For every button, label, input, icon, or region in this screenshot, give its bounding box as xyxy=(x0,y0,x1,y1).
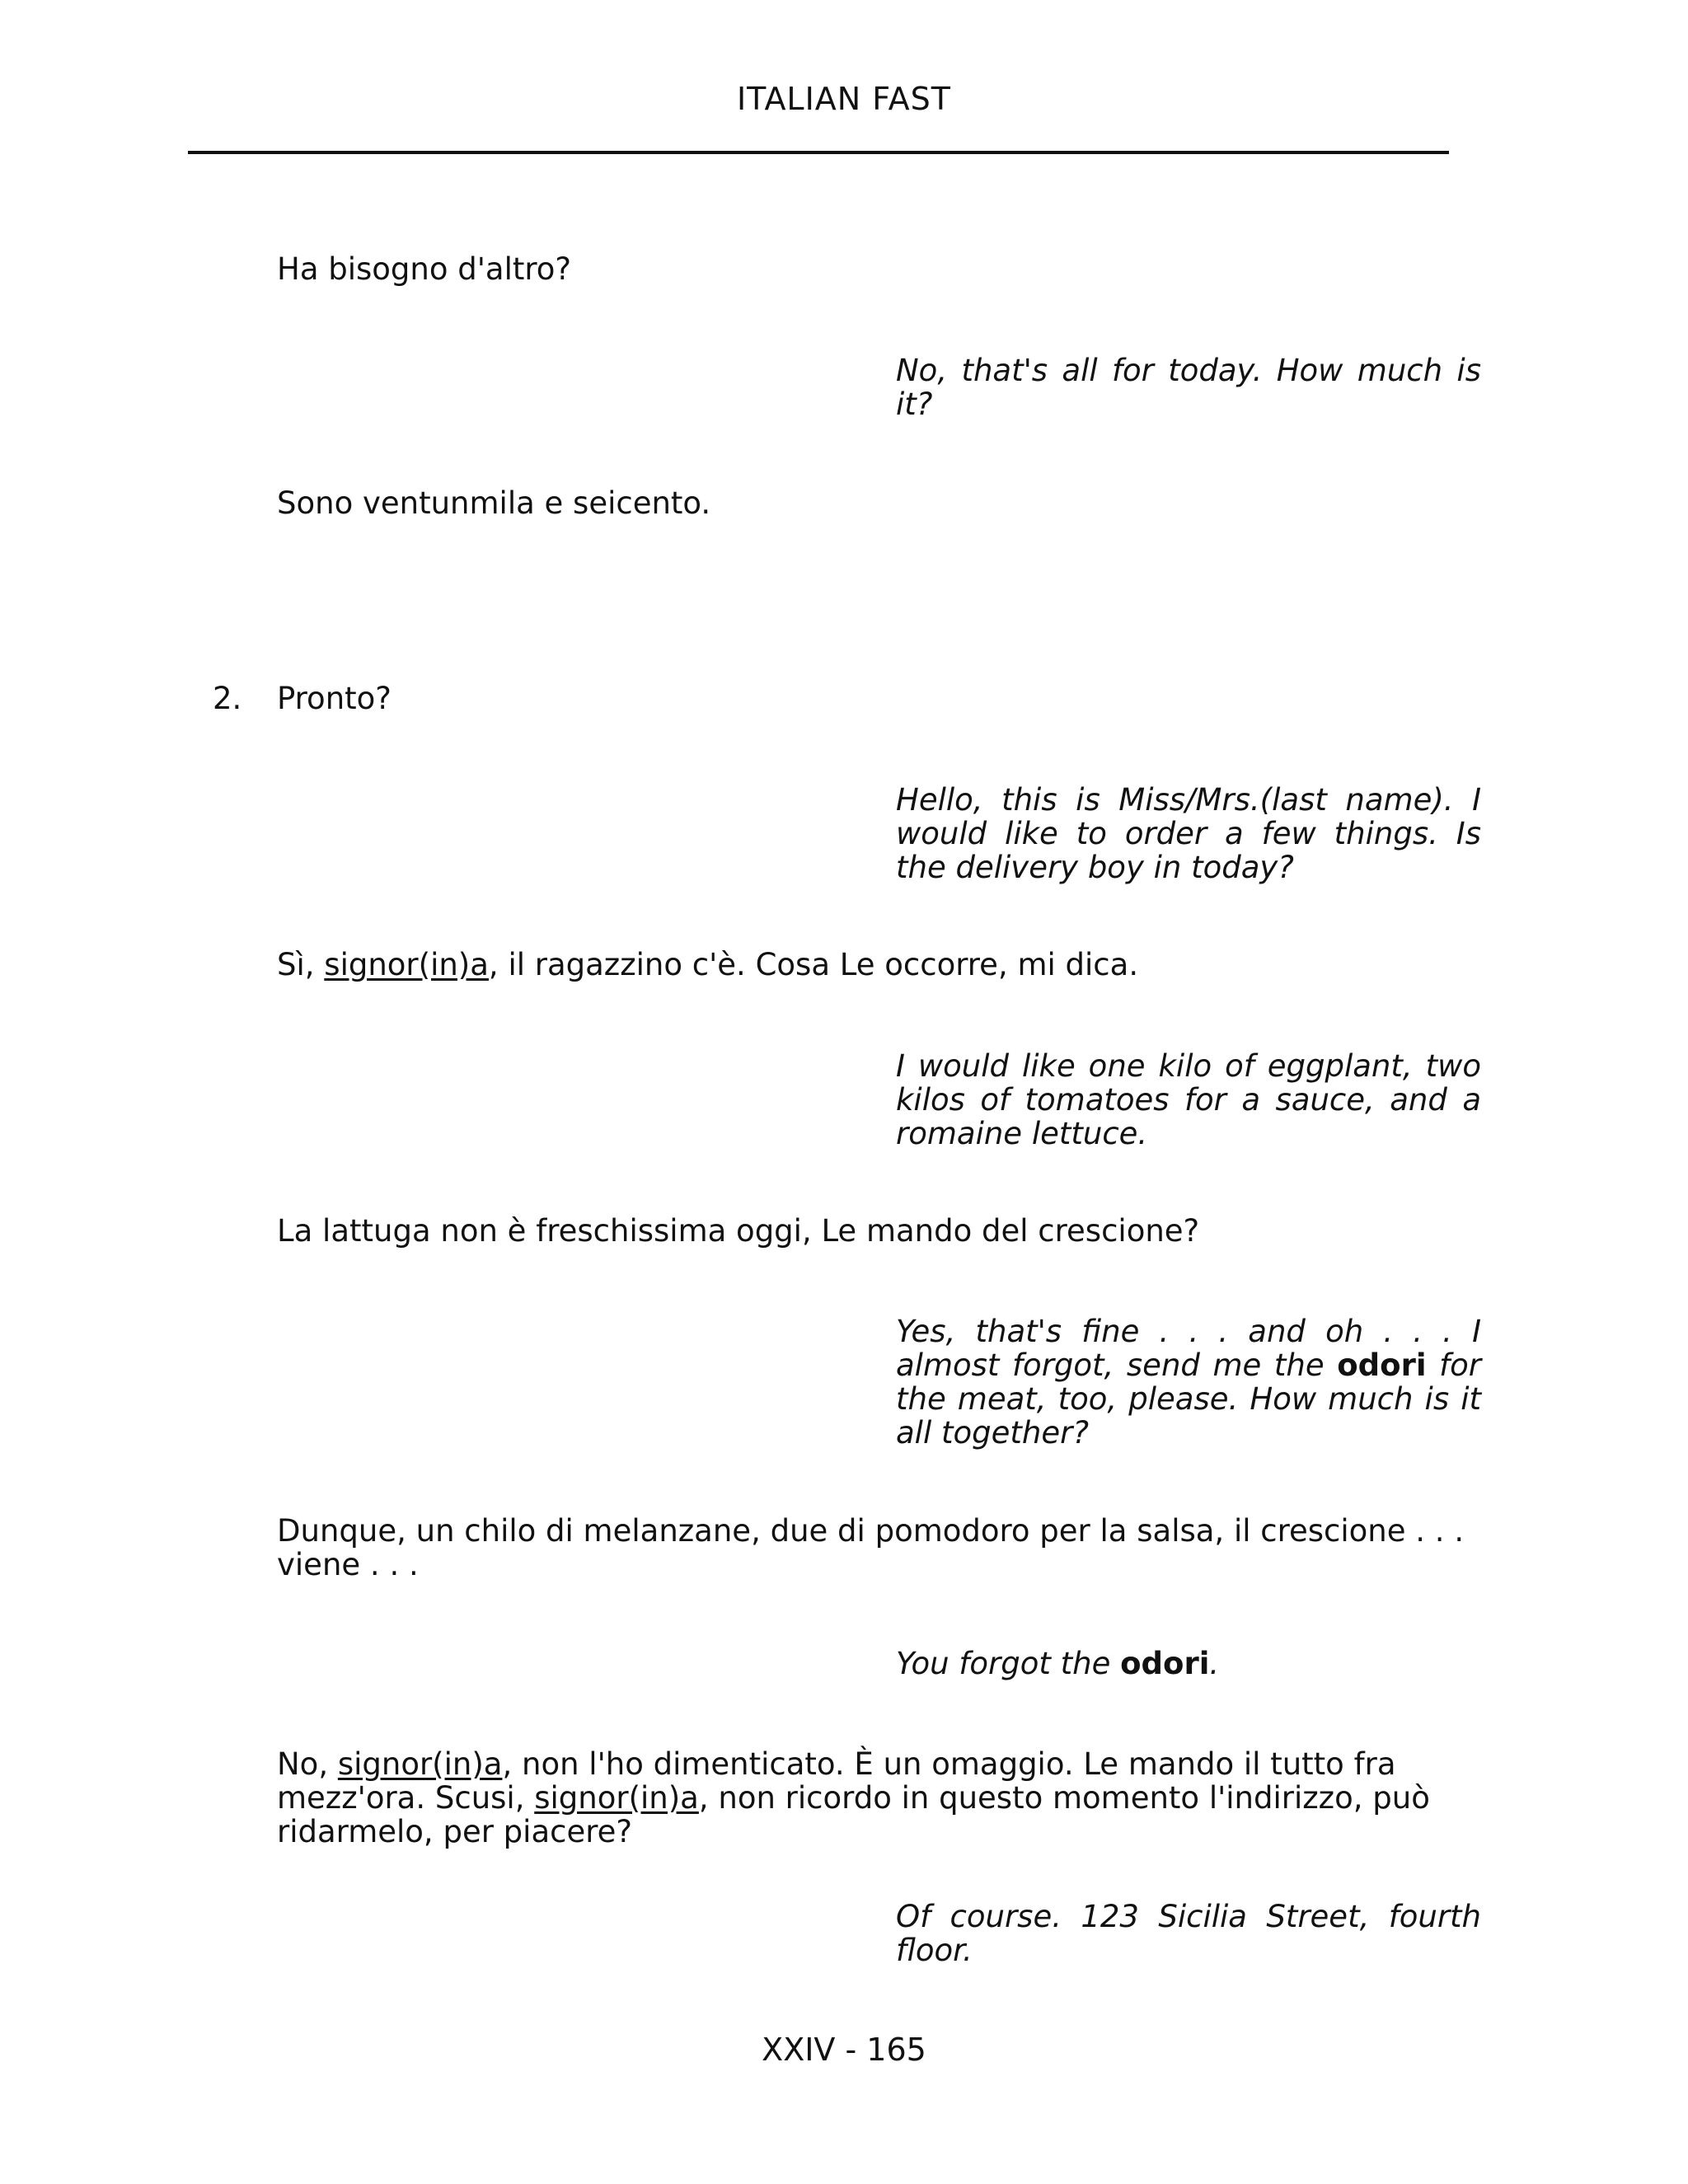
italian-line-4: Pronto? xyxy=(277,681,392,716)
section-number: 2. xyxy=(213,681,242,716)
page-header-title: ITALIAN FAST xyxy=(736,81,952,117)
bold-term: odori xyxy=(1120,1646,1210,1681)
bold-term: odori xyxy=(1337,1347,1427,1383)
line-11-text-a: You forgot the xyxy=(896,1646,1121,1681)
underlined-term: signor(in)a xyxy=(534,1780,699,1816)
italian-line-12 xyxy=(277,1747,1480,1849)
line-12-text-a: No, xyxy=(277,1746,338,1782)
underlined-term: signor(in)a xyxy=(337,1746,503,1782)
english-line-7: I would like one kilo of eggplant, two kilos of tomatoes for a sauce, and a romaine lettuce. xyxy=(896,1048,1481,1151)
line-6-text-a: Sì, xyxy=(277,947,325,982)
english-line-2: No, that's all for today. How much is it? xyxy=(896,353,1481,422)
underlined-term: signor(in)a xyxy=(324,947,489,982)
italian-line-6 xyxy=(277,948,1138,982)
italian-line-10: Dunque, un chilo di melanzane, due di pomodoro per la salsa, il crescione . . . viene . . . xyxy=(277,1513,1465,1582)
line-11-text-b: . xyxy=(1209,1646,1220,1681)
line-12-text-c: , non ricordo in questo momento l'indirizzo, può ridarmelo, per piacere? xyxy=(277,1780,1430,1849)
line-9-text-b: for the meat, too, please. How much is it all together? xyxy=(896,1347,1482,1451)
italian-line-8: La lattuga non è freschissima oggi, Le mando del crescione? xyxy=(277,1213,1200,1249)
english-line-13: Of course. 123 Sicilia Street, fourth floor. xyxy=(896,1899,1481,1968)
line-6-text-b: , il ragazzino c'è. Cosa Le occorre, mi dica. xyxy=(488,947,1139,982)
italian-line-3: Sono ventunmila e seicento. xyxy=(277,485,711,521)
italian-line-1: Ha bisogno d'altro? xyxy=(277,251,572,287)
english-line-9 xyxy=(896,1315,1481,1450)
english-line-5: Hello, this is Miss/Mrs.(last name). I would like to order a few things. Is the delivery boy in today? xyxy=(896,782,1481,885)
header-rule xyxy=(188,151,1449,154)
english-line-11 xyxy=(896,1647,1481,1680)
line-12-text-b: , non l'ho dimenticato. È un omaggio. Le mando il tutto fra mezz'ora. Scusi, xyxy=(277,1746,1396,1816)
line-9-text-a: Yes, that's fine . . . and oh . . . I almost forgot, send me the xyxy=(896,1314,1481,1383)
page-number: XXIV - 165 xyxy=(762,2032,926,2068)
